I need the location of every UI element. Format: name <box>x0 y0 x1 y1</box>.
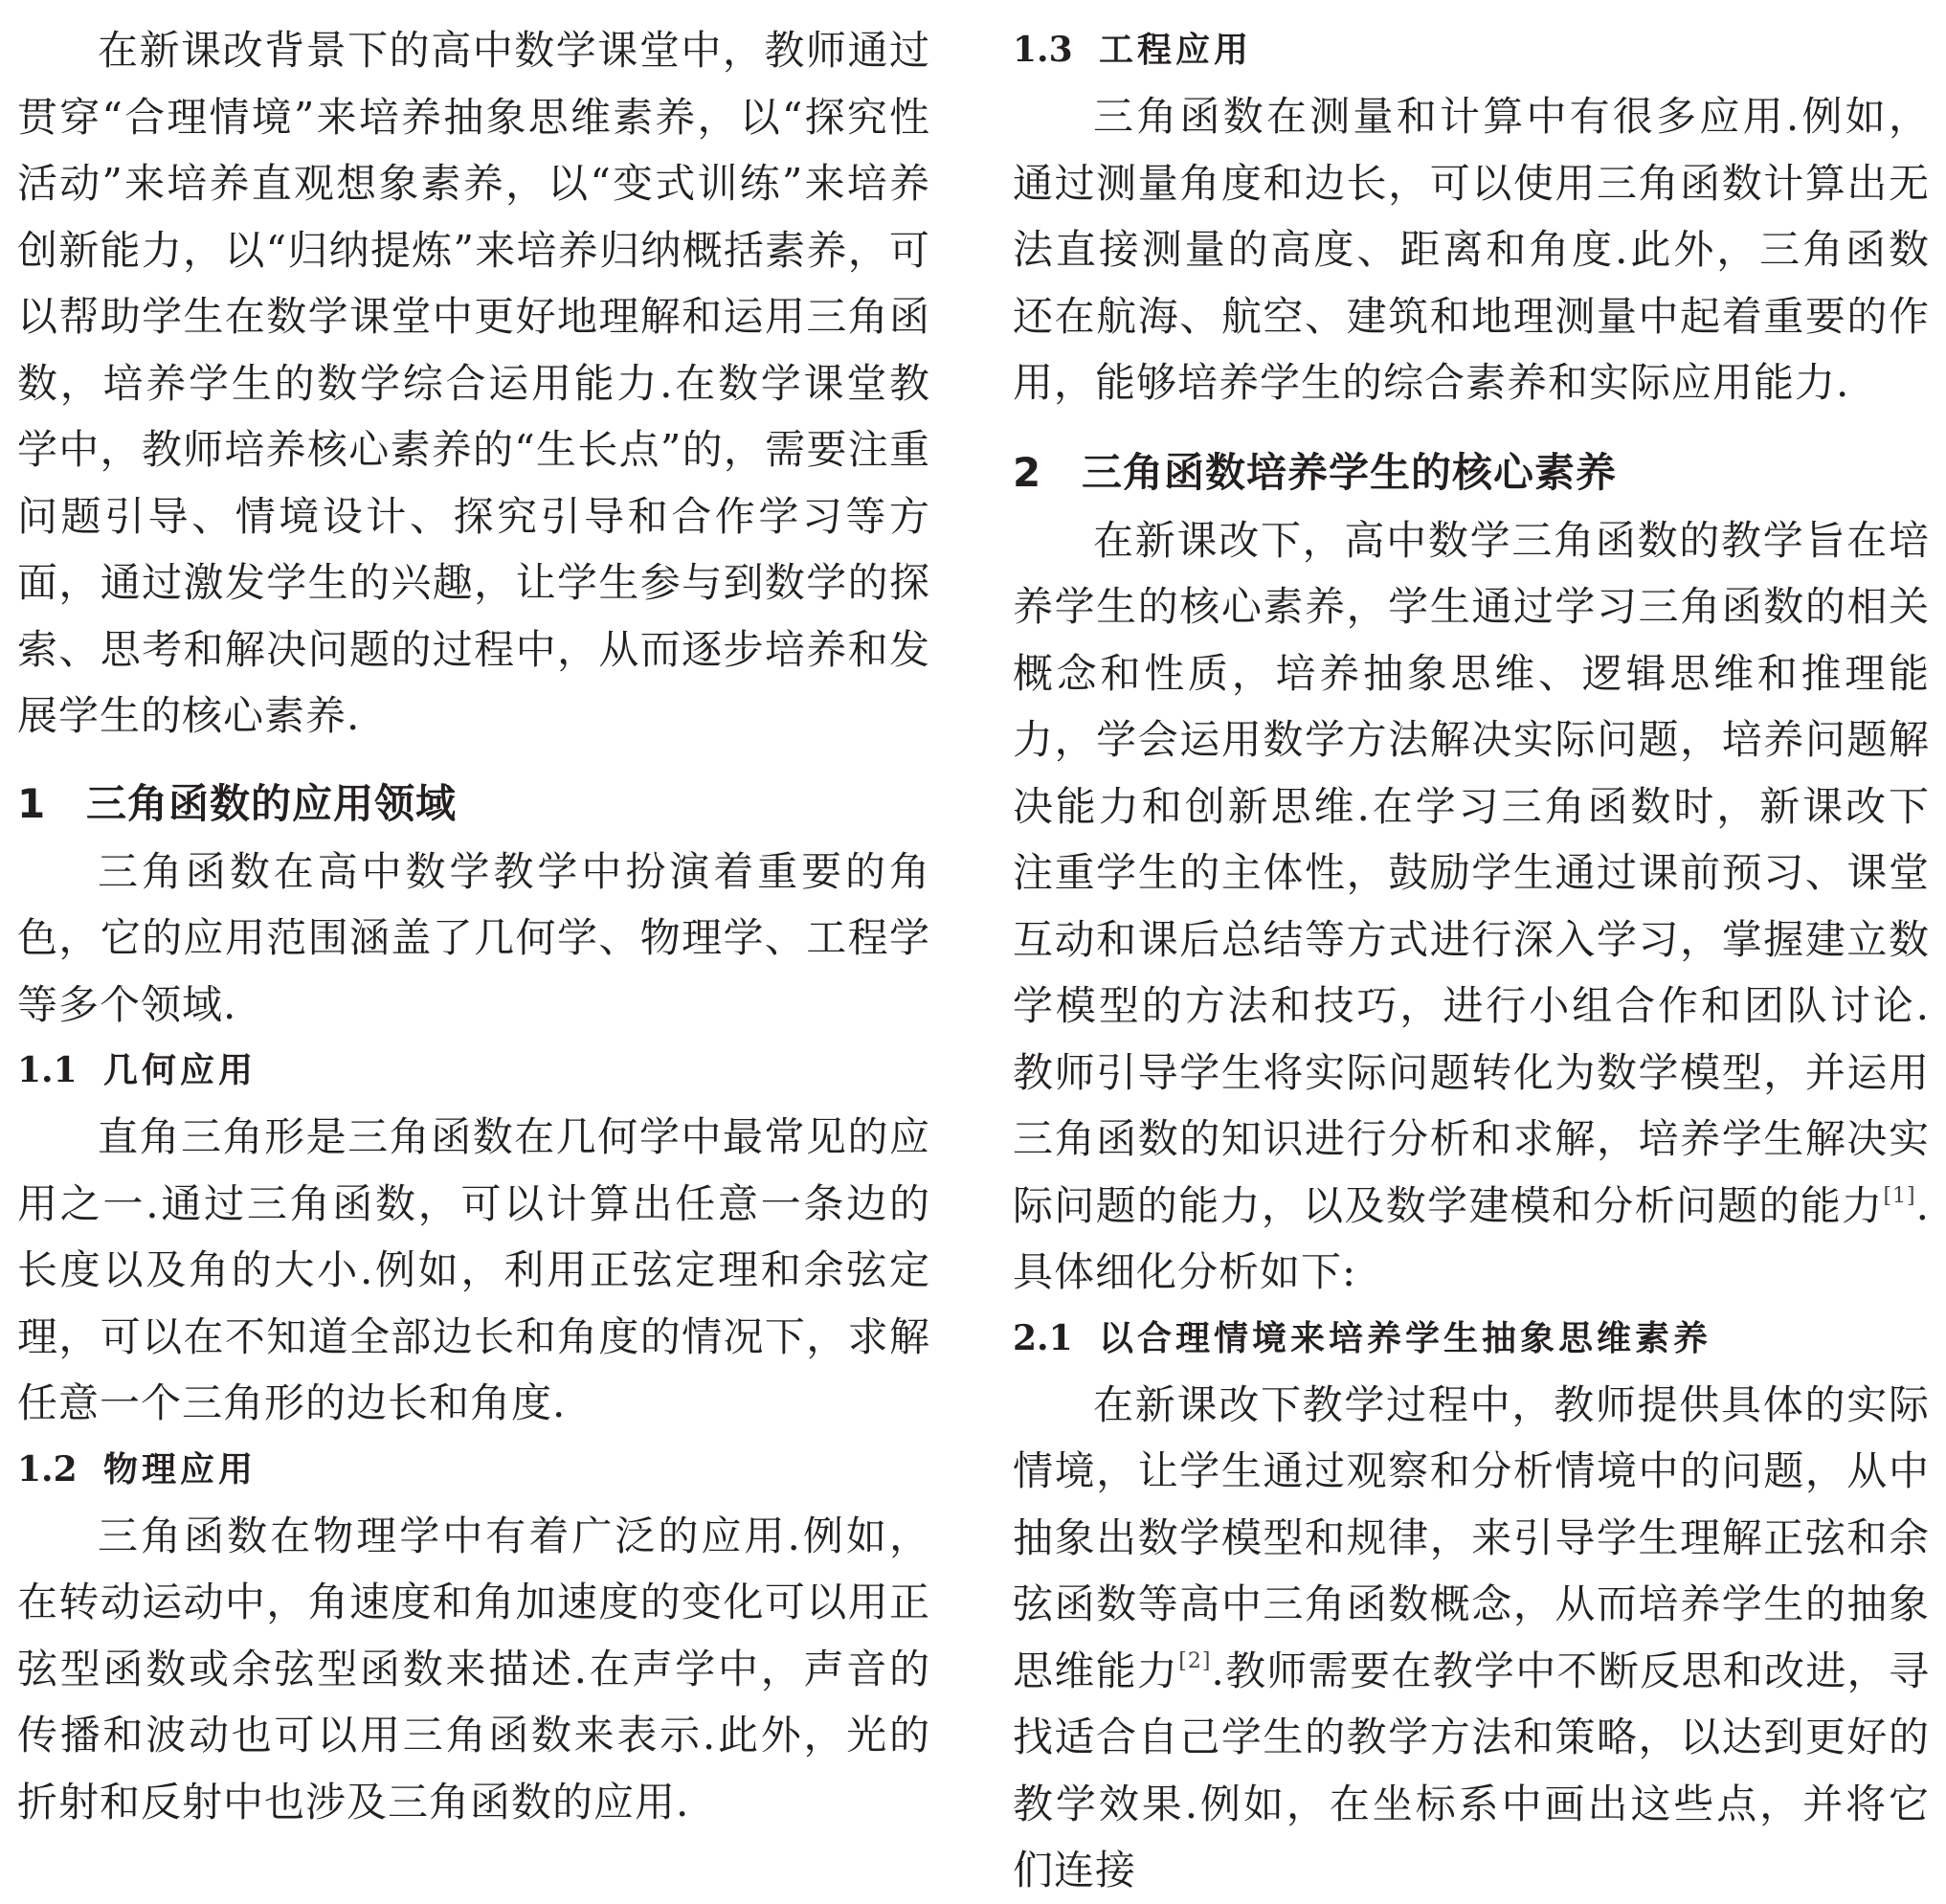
subsection-1-1-paragraph: 直角三角形是三角函数在几何学中最常见的应用之一.通过三角函数，可以计算出任意一条边的长度以及角的大小.例如，利用正弦定理和余弦定理，可以在不知道全部边长和角度的情况下，求解任意一个三角形的边长和角度. <box>17 1113 930 1426</box>
intro-paragraph: 在新课改背景下的高中数学课堂中，教师通过贯穿“合理情境”来培养抽象思维素养，以“探究性活动”来培养直观想象素养，以“变式训练”来培养创新能力，以“归纳提炼”来培养归纳概括素养，可以帮助学生在数学课堂中更好地理解和运用三角函数，培养学生的数学综合运用能力.在数学课堂教学中，教师培养核心素养的“生长点”的，需要注重问题引导、情境设计、探究引导和合作学习等方面，通过激发学生的兴趣，让学生参与到数学的探索、思考和解决问题的过程中，从而逐步培养和发展学生的核心素养. <box>17 27 930 739</box>
subsection-1-3-heading <box>1013 17 1930 83</box>
subsection-number: 1.3 <box>1013 30 1073 70</box>
section-title: 三角函数培养学生的核心素养 <box>1082 448 1618 496</box>
section-title: 三角函数的应用领域 <box>86 779 458 827</box>
subsection-number: 1.1 <box>17 1050 78 1090</box>
section-1-paragraph: 三角函数在高中数学教学中扮演着重要的角色，它的应用范围涵盖了几何学、物理学、工程学等多个领域. <box>17 847 930 1028</box>
paragraph-text: 在新课改下教学过程中，教师提供具体的实际情境，让学生通过观察和分析情境中的问题，从中抽象出数学模型和规律，来引导学生理解正弦和余弦函数等高中三角函数概念，从而培养学生的抽象思维能力 <box>1013 1380 1930 1694</box>
subsection-title: 以合理情境来培养学生抽象思维素养 <box>1099 1317 1712 1358</box>
subsection-title: 几何应用 <box>103 1050 257 1090</box>
subsection-number: 2.1 <box>1013 1317 1073 1358</box>
citation-ref[interactable]: [2] <box>1178 1648 1212 1673</box>
paragraph-text: 在新课改下，高中数学三角函数的教学旨在培养学生的核心素养，学生通过学习三角函数的相关概念和性质，培养抽象思维、逻辑思维和推理能力，学会运用数学方法解决实际问题，培养问题解决能力和创新思维.在学习三角函数时，新课改下注重学生的主体性，鼓励学生通过课前预习、课堂互动和课后总结等方式进行深入学习，掌握建立数学模型的方法和技巧，进行小组合作和团队讨论.教师引导学生将实际问题转化为数学模型，并运用三角函数的知识进行分析和求解，培养学生解决实际问题的能力，以及数学建模和分析问题的能力 <box>1013 516 1930 1229</box>
left-column <box>17 17 930 1835</box>
section-2-heading <box>1013 439 1930 505</box>
subsection-2-1-heading <box>1013 1306 1930 1372</box>
subsection-1-3-paragraph: 三角函数在测量和计算中有很多应用.例如，通过测量角度和边长，可以使用三角函数计算出无法直接测量的高度、距离和角度.此外，三角函数还在航海、航空、建筑和地理测量中起着重要的作用，能够培养学生的综合素养和实际应用能力. <box>1013 93 1930 406</box>
subsection-title: 工程应用 <box>1099 30 1253 70</box>
subsection-1-2-paragraph: 三角函数在物理学中有着广泛的应用.例如，在转动运动中，角速度和角加速度的变化可以用正弦型函数或余弦型函数来描述.在声学中，声音的传播和波动也可以用三角函数来表示.此外，光的折射和反射中也涉及三角函数的应用. <box>17 1512 930 1826</box>
subsection-number: 1.2 <box>17 1448 78 1490</box>
section-number: 2 <box>1013 448 1042 496</box>
section-number: 1 <box>17 779 47 827</box>
paragraph-text: .具体细化分析如下: <box>1013 1181 1930 1295</box>
right-column <box>1013 17 1930 1904</box>
section-1-heading <box>17 771 930 837</box>
section-2-paragraph <box>1013 507 1930 1306</box>
paragraph-text: .教师需要在教学中不断反思和改进，寻找适合自己学生的教学方法和策略，以达到更好的教学效果.例如，在坐标系中画出这些点，并将它们连接 <box>1013 1646 1930 1893</box>
subsection-2-1-paragraph <box>1013 1372 1930 1904</box>
citation-ref[interactable]: [1] <box>1883 1183 1916 1208</box>
subsection-title: 物理应用 <box>103 1448 257 1490</box>
subsection-1-2-heading <box>17 1437 930 1503</box>
subsection-1-1-heading <box>17 1038 930 1104</box>
